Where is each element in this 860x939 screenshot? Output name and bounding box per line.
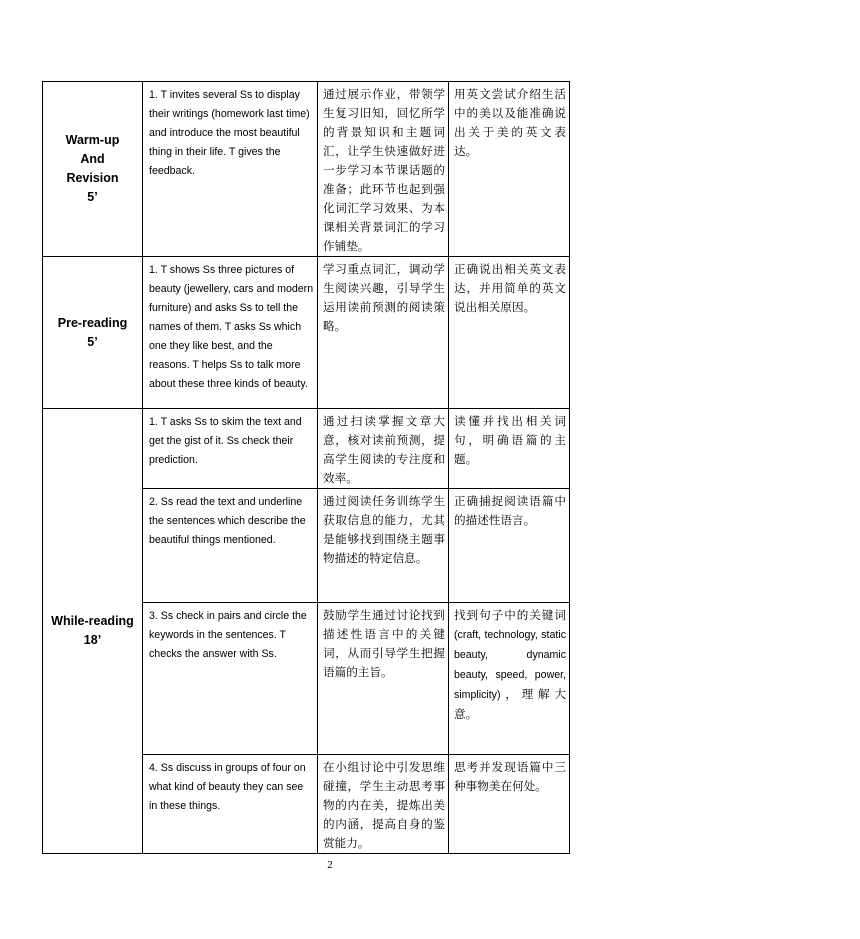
lesson-plan-table xyxy=(42,81,570,854)
activity-cell: 1. T asks Ss to skim the text and get the gist of it. Ss check their prediction. xyxy=(143,409,318,489)
table-row xyxy=(43,82,570,257)
stage-title: Pre-reading xyxy=(57,315,128,330)
outcome-cell: 正确说出相关英文表达，并用简单的英文说出相关原因。 xyxy=(449,257,570,409)
activity-cell: 4. Ss discuss in groups of four on what kind of beauty they can see in these things. xyxy=(143,755,318,854)
purpose-cell: 通过阅读任务训练学生获取信息的能力，尤其是能够找到围绕主题事物描述的特定信息。 xyxy=(318,489,449,603)
stage-title: While-reading xyxy=(51,614,134,628)
purpose-cell: 通过扫读掌握文章大意，核对读前预测，提高学生阅读的专注度和效率。 xyxy=(318,409,449,489)
activity-cell: 1. T invites several Ss to display their writings (homework last time) and introduce the most beautiful thing in their life. T gives the feedback. xyxy=(143,82,318,257)
outcome-text: 找到句子中的关键词 xyxy=(454,608,566,622)
stage-time: 5’ xyxy=(87,190,98,204)
purpose-cell: 学习重点词汇，调动学生阅读兴趣，引导学生运用读前预测的阅读策略。 xyxy=(318,257,449,409)
outcome-cell: 用英文尝试介绍生活中的美以及能准确说出关于美的英文表达。 xyxy=(449,82,570,257)
activity-cell: 2. Ss read the text and underline the sentences which describe the beautiful things mentioned. xyxy=(143,489,318,603)
outcome-cell xyxy=(449,603,570,755)
outcome-cell: 正确捕捉阅读语篇中的描述性语言。 xyxy=(449,489,570,603)
outcome-cell: 思考并发现语篇中三种事物美在何处。 xyxy=(449,755,570,854)
outcome-keywords: (craft, technology, static beauty, dynamic beauty, speed, power, simplicity) xyxy=(454,629,566,701)
purpose-cell: 通过展示作业，带领学生复习旧知，回忆所学的背景知识和主题词汇，让学生快速做好进一步学习本节课话题的准备；此环节也起到强化词汇学习效果、为本课相关背景词汇的学习作铺垫。 xyxy=(318,82,449,257)
stage-cell-warmup xyxy=(43,82,143,257)
stage-cell-whilereading xyxy=(43,409,143,854)
activity-cell: 1. T shows Ss three pictures of beauty (jewellery, cars and modern furniture) and asks Ss to tell the names of them. T asks Ss which one they like best, and the reasons. T helps Ss to talk more about these three kinds of beauty. xyxy=(143,257,318,409)
table-row xyxy=(43,409,570,489)
page-number: 2 xyxy=(327,859,333,871)
outcome-cell: 读懂并找出相关词句，明确语篇的主题。 xyxy=(449,409,570,489)
table-row xyxy=(43,257,570,409)
stage-title: Warm-up And Revision xyxy=(65,133,120,185)
activity-cell: 3. Ss check in pairs and circle the keywords in the sentences. T checks the answer with Ss. xyxy=(143,603,318,755)
stage-time: 5’ xyxy=(87,334,98,349)
outcome-text: ，理解大意。 xyxy=(454,687,566,721)
purpose-cell: 鼓励学生通过讨论找到描述性语言中的关键词，从而引导学生把握语篇的主旨。 xyxy=(318,603,449,755)
purpose-cell: 在小组讨论中引发思维碰撞，学生主动思考事物的内在美，提炼出美的内涵，提高自身的鉴赏能力。 xyxy=(318,755,449,854)
stage-time: 18’ xyxy=(83,633,102,647)
stage-cell-prereading xyxy=(43,257,143,409)
